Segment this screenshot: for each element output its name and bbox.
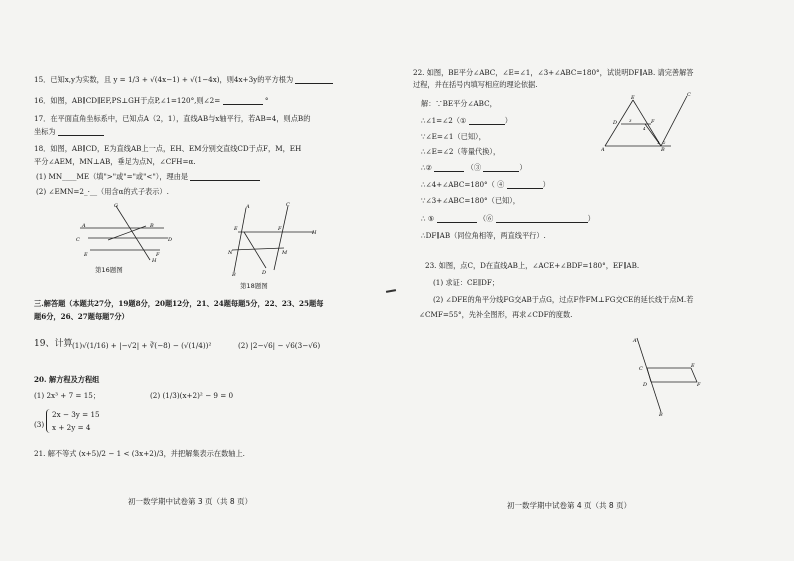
question-20-part3-label: (3)	[34, 420, 45, 429]
question-20-equation-1: 2x − 3y = 15	[52, 410, 100, 419]
svg-text:A: A	[633, 338, 637, 344]
q22-step-7: ∴ ⑤ （⑥ ）	[421, 214, 595, 223]
question-23-line4: ∠CMF=55°，先补全图形，再求∠CDF的度数.	[419, 310, 573, 319]
q22-step-6: ∵∠3+∠ABC=180°（已知），	[421, 196, 520, 205]
circled-3: ③	[473, 163, 482, 172]
figure-16-caption: 第16题图	[95, 266, 123, 274]
question-18-line2: 平分∠AEM，MN⊥AB，垂足为点N，∠CFH=α.	[34, 157, 196, 166]
svg-text:4: 4	[643, 126, 646, 131]
svg-text:F: F	[278, 226, 282, 232]
svg-text:2: 2	[663, 140, 666, 145]
question-23-line2: (1) 求证：CE∥DF；	[433, 278, 500, 287]
svg-text:N: N	[228, 250, 233, 256]
question-23-line1: 23. 如图，点C，D在直线AB上，∠ACE+∠BDF=180°，EF∥AB.	[425, 261, 640, 270]
svg-text:A: A	[601, 147, 605, 152]
question-17-line2	[34, 127, 104, 136]
question-19-part2: (2) |2−√6| − √6(3−√6)	[238, 341, 321, 350]
q22-step-1: ∴∠1=∠2（① ）	[421, 116, 512, 125]
answer-blank-22-2[interactable]	[434, 164, 464, 172]
question-18-line3	[36, 172, 260, 181]
question-23-line3: (2) ∠DFE的角平分线FG交AB于点G，过点F作FM⊥FG交CE的延长线于点M.若	[433, 295, 694, 304]
svg-text:B: B	[150, 223, 154, 229]
svg-text:C: C	[76, 237, 80, 243]
right-page	[397, 0, 794, 561]
q22-step-4-text: ∴②	[421, 163, 433, 172]
svg-text:D: D	[168, 237, 173, 243]
figure-18-caption: 第18题图	[240, 282, 268, 290]
svg-text:M: M	[282, 250, 288, 256]
svg-text:C: C	[639, 366, 643, 372]
svg-text:H: H	[312, 230, 317, 236]
q22-step-7-text: ∴	[421, 214, 426, 223]
circled-6: ⑥	[486, 214, 494, 223]
svg-text:B: B	[661, 147, 665, 152]
svg-text:D: D	[613, 120, 618, 126]
q22-step-2: ∵∠E=∠1（已知），	[421, 132, 486, 141]
svg-text:D: D	[643, 382, 648, 388]
question-18-line4: (2) ∠EMN=2_·__（用含α的式子表示）.	[36, 187, 169, 196]
svg-text:D: D	[262, 270, 267, 276]
answer-blank-22-5[interactable]	[437, 215, 477, 223]
question-15	[34, 75, 333, 84]
figure-16	[68, 198, 178, 262]
answer-blank-22-1[interactable]	[469, 117, 505, 125]
question-20-title: 20. 解方程及方程组	[34, 375, 100, 384]
q22-step-8: ∴DF∥AB（同位角相等，两直线平行）.	[421, 231, 546, 240]
svg-text:C: C	[687, 92, 691, 98]
question-19-label: 19、计算	[34, 339, 73, 349]
question-20-part2: (2) (1/3)(x+2)² − 9 = 0	[150, 391, 234, 400]
q22-step-1-text: ∴∠1=∠2（①	[421, 116, 467, 125]
svg-text:C: C	[286, 202, 290, 208]
degree-unit: °	[264, 96, 269, 105]
svg-text:F: F	[651, 119, 655, 125]
svg-text:E: E	[84, 252, 88, 258]
figure-23	[631, 334, 701, 416]
svg-text:A: A	[82, 223, 86, 229]
svg-text:H: H	[152, 258, 157, 262]
answer-blank-22-6[interactable]	[496, 215, 588, 223]
question-19-part1: (1)√(1/16) + |−√2| + ∛(−8) − (√(1/4))²	[72, 341, 212, 350]
svg-text:B: B	[659, 412, 663, 416]
equation-brace	[46, 409, 51, 433]
question-20-part1: (1) 2x³ + 7 = 15；	[34, 391, 101, 400]
svg-text:G: G	[114, 203, 118, 209]
question-15-text: 15．已知x,y为实数，且 y = 1/3 + √(4x−1) + √(1−4x)，则4x+3y的平方根为	[34, 75, 294, 84]
question-20-equation-2: x + 2y = 4	[52, 423, 91, 432]
svg-text:E: E	[691, 363, 695, 369]
question-17-text: 坐标为	[34, 127, 56, 136]
svg-text:3: 3	[629, 118, 632, 123]
question-22-line1: 22. 如图，BE平分∠ABC，∠E=∠1，∠3+∠ABC=180°，试说明DF∥AB. 请完善解答	[413, 68, 694, 77]
q22-step-0: 解：∵BE平分∠ABC，	[421, 99, 497, 108]
circled-5: ⑤	[427, 214, 435, 223]
svg-text:E: E	[631, 95, 635, 101]
question-16-text: 16．如图，AB∥CD∥EF,PS⊥GH于点P,∠1=120°,则∠2=	[34, 96, 221, 105]
figure-18	[224, 200, 320, 276]
question-18-line1: 18．如图，AB∥CD，E为直线AB上一点，EH、EM分别交直线CD于点F，M，EH	[34, 144, 302, 153]
figure-22	[601, 90, 701, 152]
question-21: 21. 解不等式 (x+5)/2 − 1 < (3x+2)/3，并把解集表示在数轴上.	[34, 449, 245, 458]
question-17-line1: 17．在平面直角坐标系中，已知点A（2，1），直线AB与x轴平行，若AB=4，则点B的	[34, 114, 311, 123]
q22-step-5-text: ∴∠4+∠ABC=180°（	[421, 180, 495, 189]
section-3-line1: 三.解答题（本题共27分，19题8分，20题12分，21、24题每题5分，22、23、25题每	[34, 299, 324, 308]
circled-4: ④	[497, 180, 505, 189]
answer-blank-18-1[interactable]	[190, 173, 260, 181]
svg-text:A: A	[246, 204, 250, 210]
svg-text:B: B	[232, 272, 236, 276]
svg-text:F: F	[156, 252, 160, 258]
answer-blank-16[interactable]	[223, 97, 263, 105]
section-3-line2: 题6分，26、27题每题7分）	[34, 312, 129, 321]
q22-step-3: ∴∠E=∠2（等量代换），	[421, 147, 501, 156]
answer-blank-15[interactable]	[295, 76, 333, 84]
answer-blank-17[interactable]	[58, 128, 104, 136]
svg-text:E: E	[234, 226, 238, 232]
q22-step-4: ∴② （③ ）	[421, 163, 527, 172]
svg-text:1: 1	[657, 140, 660, 145]
right-page-footer: 初一数学期中试卷第 4 页（共 8 页）	[507, 501, 632, 510]
question-18-part1-text: (1) MN____ME（填">"或"="或"<"），理由是	[36, 172, 189, 181]
question-22-line2: 过程，并在括号内填写相应的理论依据.	[413, 80, 538, 89]
answer-blank-22-3[interactable]	[483, 164, 519, 172]
answer-blank-22-4[interactable]	[507, 181, 543, 189]
question-16	[34, 96, 268, 105]
q22-step-5: ∴∠4+∠ABC=180°（ ④ ）	[421, 180, 550, 189]
svg-text:F: F	[697, 382, 701, 388]
left-page-footer: 初一数学期中试卷第 3 页（共 8 页）	[128, 497, 253, 506]
